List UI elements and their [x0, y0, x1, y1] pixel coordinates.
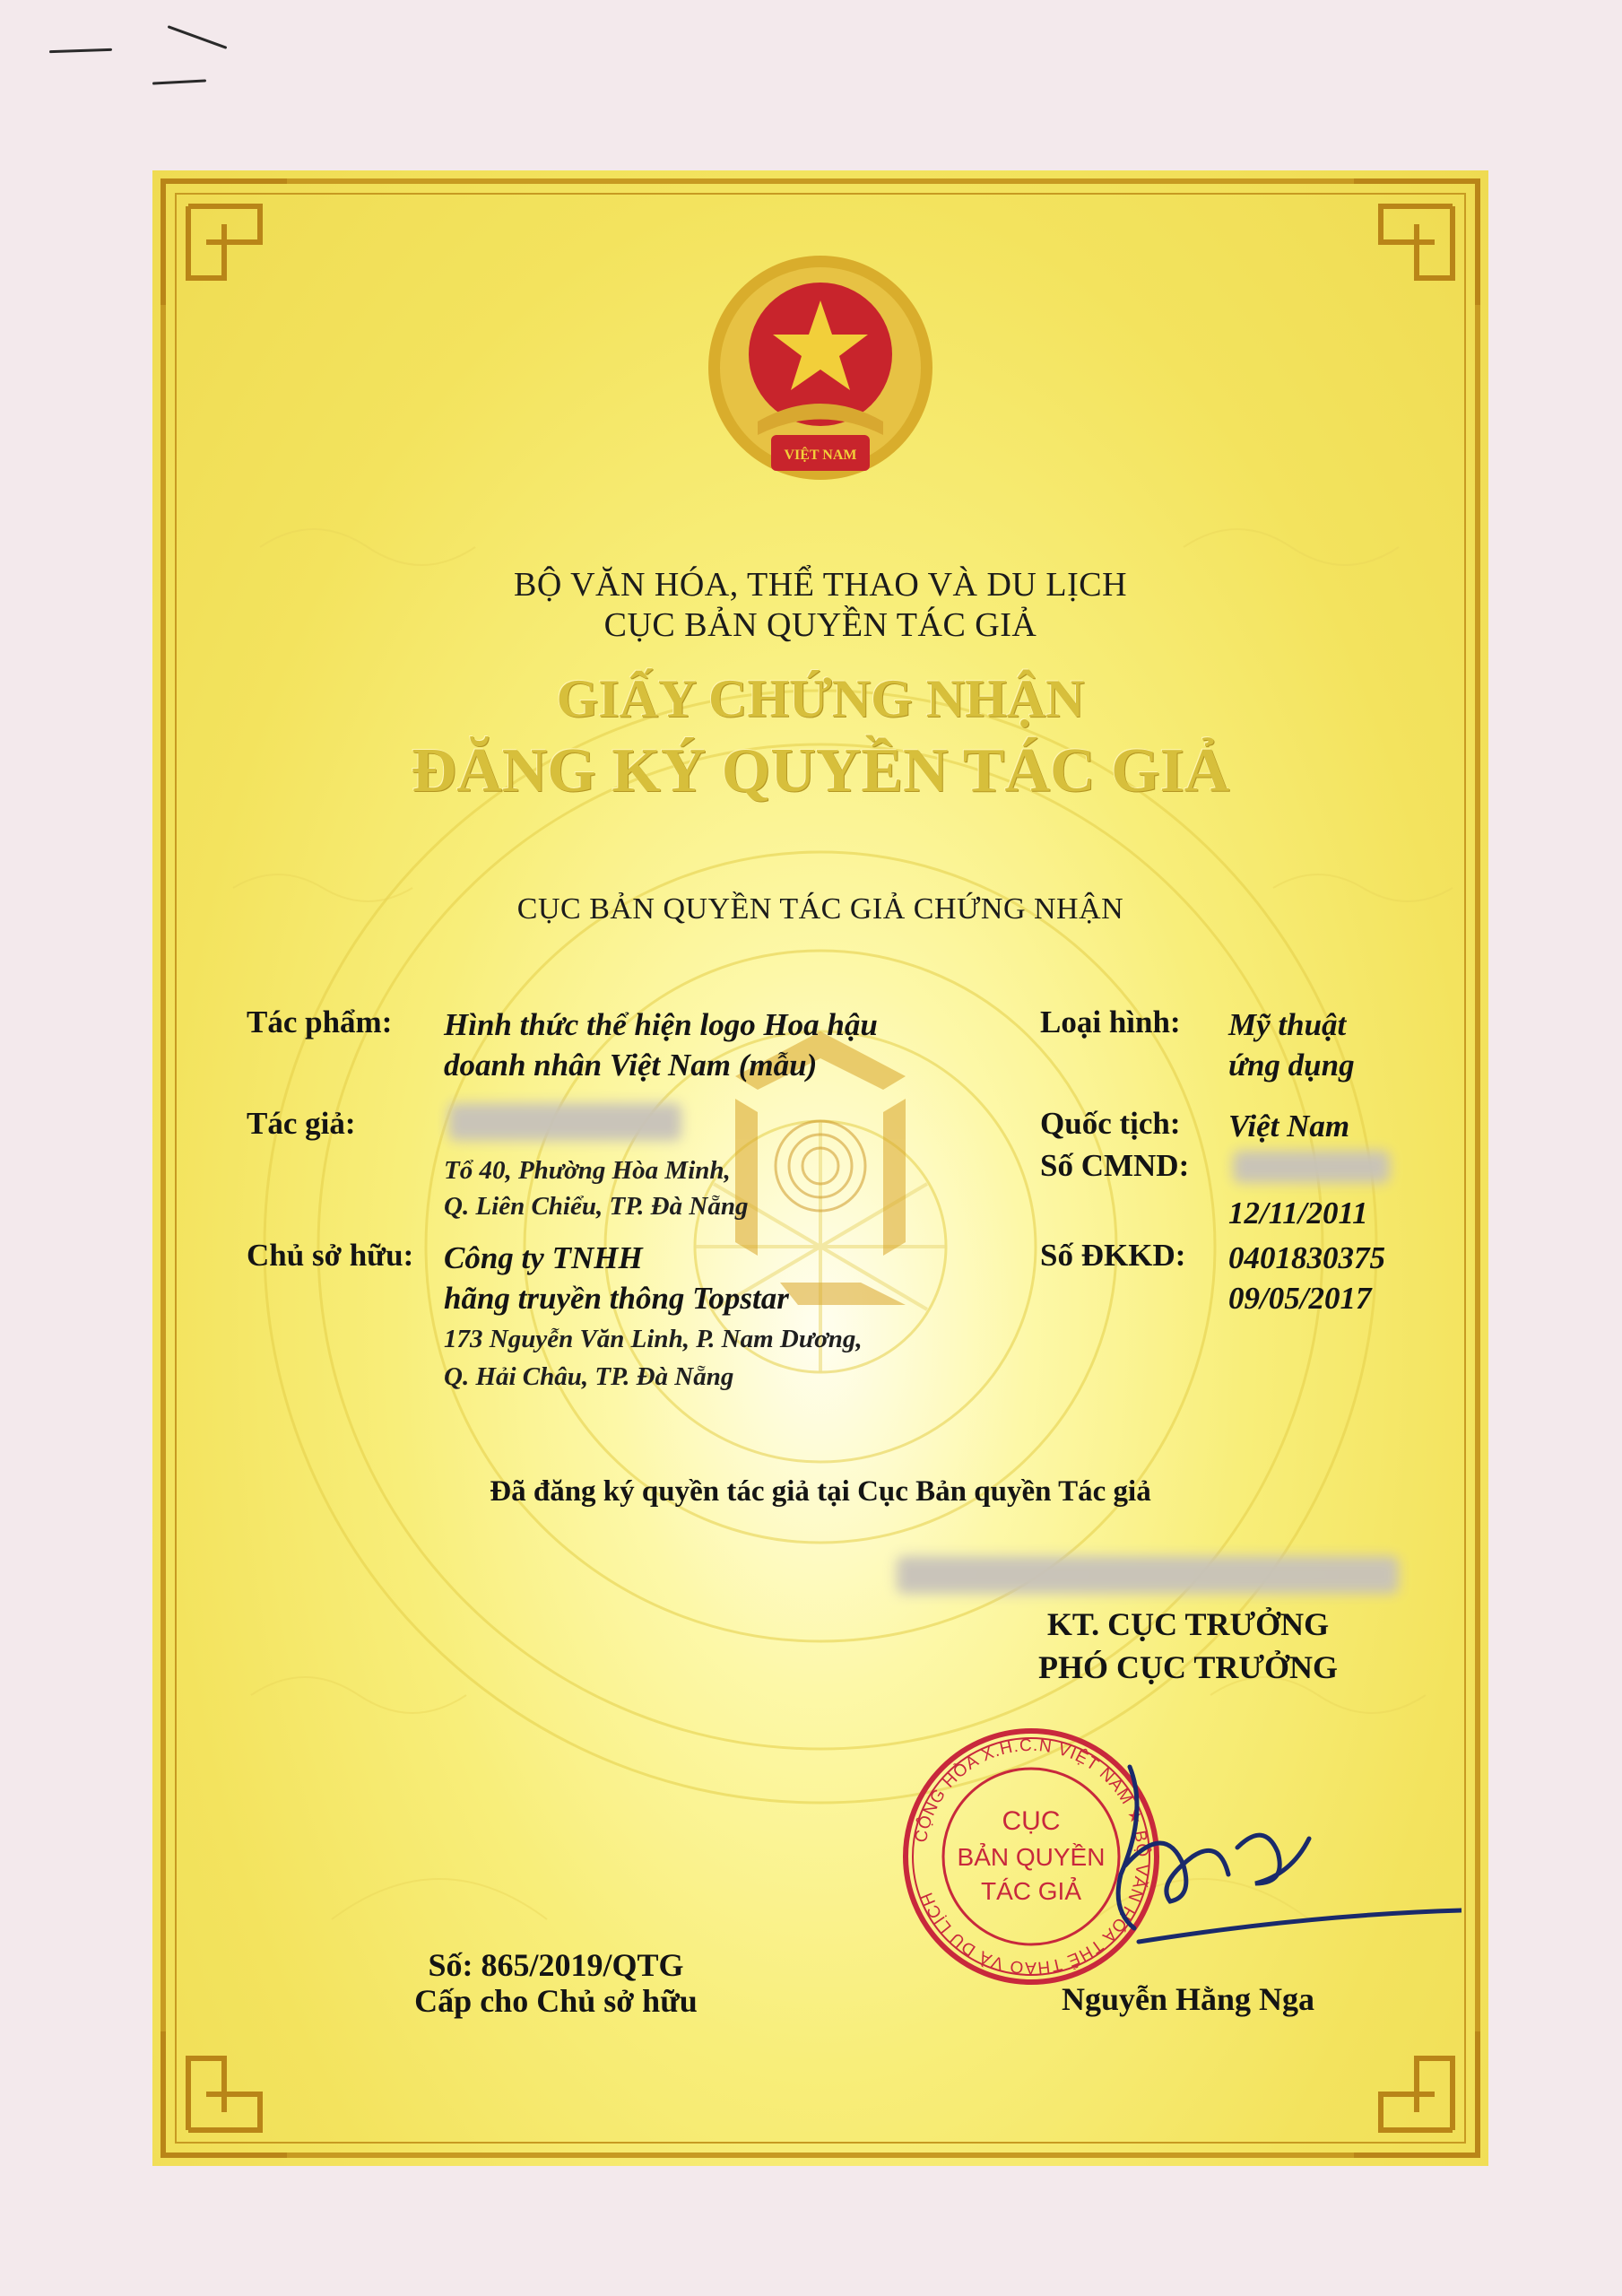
issuer-ministry: BỘ VĂN HÓA, THỂ THAO VÀ DU LỊCH — [513, 566, 1128, 604]
emblem-ribbon-text: VIỆT NAM — [784, 448, 857, 463]
id-card-label: Số CMND: — [1040, 1148, 1190, 1183]
nationality-label: Quốc tịch: — [1040, 1106, 1181, 1141]
author-name-redacted — [448, 1103, 681, 1141]
owner-name-line1: Công ty TNHH — [444, 1240, 643, 1275]
title-line2: ĐĂNG KÝ QUYỀN TÁC GIẢ — [411, 736, 1230, 805]
type-value-line1: Mỹ thuật — [1228, 1007, 1347, 1042]
certificate-number: Số: 865/2019/QTG — [428, 1947, 684, 1983]
owner-label: Chủ sở hữu: — [247, 1238, 414, 1273]
owner-address-line2: Q. Hải Châu, TP. Đà Nẵng — [444, 1362, 734, 1391]
id-card-date: 12/11/2011 — [1228, 1196, 1368, 1231]
issued-to: Cấp cho Chủ sở hữu — [414, 1983, 698, 2019]
work-value-line1: Hình thức thể hiện logo Hoa hậu — [444, 1007, 878, 1042]
owner-address-line1: 173 Nguyễn Văn Linh, P. Nam Dương, — [444, 1325, 863, 1353]
author-address-line1: Tổ 40, Phường Hòa Minh, — [444, 1156, 731, 1185]
issue-date-redacted — [897, 1556, 1399, 1594]
stamp-center-line3: TÁC GIẢ — [980, 1877, 1082, 1905]
signature-title-line1: KT. CỤC TRƯỞNG — [1046, 1606, 1330, 1642]
certifies-statement: CỤC BẢN QUYỀN TÁC GIẢ CHỨNG NHẬN — [516, 892, 1124, 926]
stamp-center-line1: CỤC — [1002, 1806, 1061, 1836]
stamp-ring-text: CỘNG HÒA X.H.C.N VIỆT NAM ★ BỘ VĂN HÓA THỂ THAO VÀ DU LỊCH — [911, 1735, 1152, 1978]
author-label: Tác giả: — [247, 1106, 356, 1141]
author-address-line2: Q. Liên Chiểu, TP. Đà Nẵng — [444, 1192, 749, 1221]
certificate — [152, 170, 1488, 2166]
scan-mark — [152, 79, 206, 84]
stamp-center-line2: BẢN QUYỀN — [957, 1843, 1106, 1871]
handwritten-signature — [1085, 1740, 1462, 1973]
national-emblem — [690, 242, 950, 502]
business-reg-date: 09/05/2017 — [1228, 1281, 1372, 1316]
issuer-department: CỤC BẢN QUYỀN TÁC GIẢ — [603, 606, 1037, 644]
owner-name-line2: hãng truyền thông Topstar — [444, 1281, 789, 1316]
type-value-line2: ứng dụng — [1228, 1048, 1355, 1083]
scan-mark — [49, 48, 112, 53]
id-card-number-redacted — [1233, 1151, 1390, 1183]
business-reg-number: 0401830375 — [1228, 1240, 1385, 1275]
signer-name: Nguyễn Hằng Nga — [1061, 1981, 1315, 2017]
nationality-value: Việt Nam — [1228, 1109, 1350, 1144]
signature-title-line2: PHÓ CỤC TRƯỞNG — [1037, 1649, 1338, 1685]
work-label: Tác phẩm: — [247, 1004, 393, 1039]
scan-mark — [168, 25, 228, 49]
type-label: Loại hình: — [1040, 1004, 1181, 1039]
business-reg-label: Số ĐKKD: — [1040, 1238, 1186, 1273]
registered-statement: Đã đăng ký quyền tác giả tại Cục Bản quyền Tác giả — [490, 1475, 1151, 1508]
work-value-line2: doanh nhân Việt Nam (mẫu) — [444, 1048, 818, 1083]
title-line1: GIẤY CHỨNG NHẬN — [556, 669, 1085, 728]
